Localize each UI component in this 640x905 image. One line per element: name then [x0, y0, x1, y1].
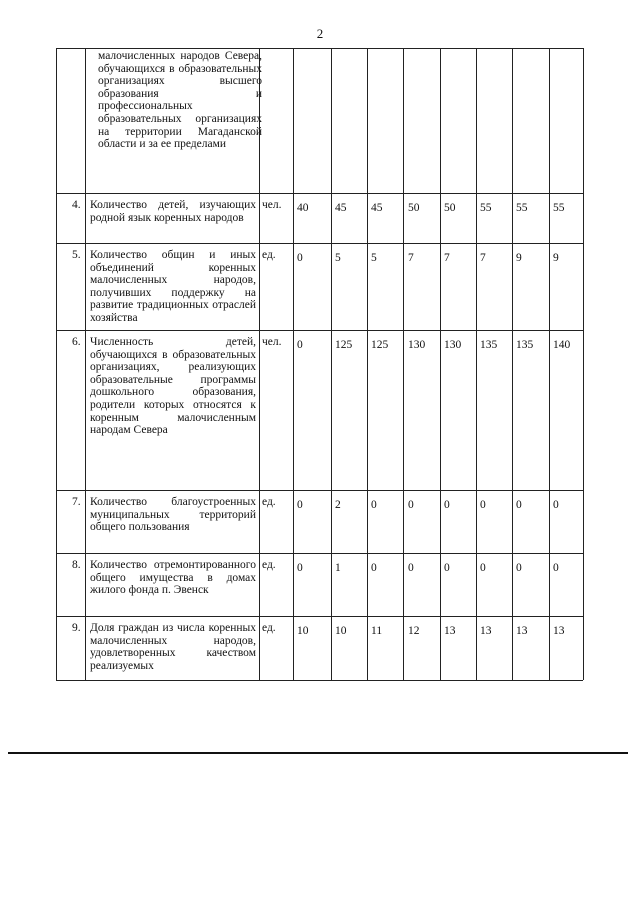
value-cell: 0	[553, 499, 559, 511]
row-border	[56, 680, 583, 681]
footer-rule	[8, 752, 628, 754]
value-cell: 13	[553, 625, 565, 637]
value-cell: 0	[444, 562, 450, 574]
row-border	[56, 553, 583, 554]
value-cell: 0	[408, 499, 414, 511]
row-number: 4.	[72, 199, 81, 211]
value-cell: 135	[480, 339, 498, 351]
value-cell: 13	[516, 625, 528, 637]
value-cell: 55	[516, 202, 528, 214]
column-border	[367, 48, 368, 680]
row-number: 8.	[72, 559, 81, 571]
value-cell: 0	[516, 499, 522, 511]
column-border	[512, 48, 513, 680]
row-number: 7.	[72, 496, 81, 508]
value-cell: 13	[480, 625, 492, 637]
value-cell: 55	[553, 202, 565, 214]
value-cell: 0	[371, 562, 377, 574]
value-cell: 5	[335, 252, 341, 264]
value-cell: 10	[297, 625, 309, 637]
row-border	[56, 193, 583, 194]
value-cell: 130	[444, 339, 462, 351]
value-cell: 0	[297, 562, 303, 574]
value-cell: 0	[553, 562, 559, 574]
unit-cell: ед.	[262, 559, 276, 571]
column-border	[549, 48, 550, 680]
row-number: 6.	[72, 336, 81, 348]
continuation-indicator-name: малочисленных народов Севера, обучающихся в образовательных организациях высшего образования и профессиональных образовательных организациях на территории Магаданской области и за ее пределами	[98, 50, 262, 151]
value-cell: 1	[335, 562, 341, 574]
value-cell: 140	[553, 339, 571, 351]
value-cell: 11	[371, 625, 383, 637]
value-cell: 135	[516, 339, 534, 351]
row-border	[56, 330, 583, 331]
value-cell: 50	[408, 202, 420, 214]
row-number: 5.	[72, 249, 81, 261]
unit-cell: ед.	[262, 249, 276, 261]
column-border	[403, 48, 404, 680]
value-cell: 2	[335, 499, 341, 511]
value-cell: 12	[408, 625, 420, 637]
row-number: 9.	[72, 622, 81, 634]
value-cell: 9	[553, 252, 559, 264]
unit-cell: ед.	[262, 622, 276, 634]
value-cell: 0	[480, 562, 486, 574]
value-cell: 0	[408, 562, 414, 574]
value-cell: 5	[371, 252, 377, 264]
indicator-name: Численность детей, обучающихся в образовательных организациях, реализующих образовательные программы дошкольного образования, родители которых относятся к коренным малочисленным народам Севера	[90, 336, 256, 437]
row-border	[56, 616, 583, 617]
column-border	[440, 48, 441, 680]
row-border	[56, 490, 583, 491]
indicator-name: Количество благоустроенных муниципальных территорий общего пользования	[90, 496, 256, 534]
unit-cell: чел.	[262, 336, 282, 348]
value-cell: 9	[516, 252, 522, 264]
unit-cell: чел.	[262, 199, 282, 211]
value-cell: 0	[480, 499, 486, 511]
value-cell: 50	[444, 202, 456, 214]
indicator-name: Количество общин и иных объединений коренных малочисленных народов, получивших поддержку на развитие традиционных отраслей хозяйства	[90, 249, 256, 324]
value-cell: 7	[480, 252, 486, 264]
value-cell: 45	[371, 202, 383, 214]
value-cell: 7	[444, 252, 450, 264]
value-cell: 0	[444, 499, 450, 511]
value-cell: 130	[408, 339, 426, 351]
value-cell: 125	[371, 339, 389, 351]
value-cell: 0	[297, 499, 303, 511]
indicator-name: Доля граждан из числа коренных малочисленных народов, удовлетворенных качеством реализуемых	[90, 622, 256, 672]
value-cell: 40	[297, 202, 309, 214]
value-cell: 0	[371, 499, 377, 511]
page-number: 2	[316, 26, 324, 41]
column-border	[85, 48, 86, 680]
value-cell: 125	[335, 339, 353, 351]
column-border	[583, 48, 584, 680]
value-cell: 0	[516, 562, 522, 574]
column-border	[293, 48, 294, 680]
indicator-name: Количество отремонтированного общего имущества в домах жилого фонда п. Эвенск	[90, 559, 256, 597]
column-border	[56, 48, 57, 680]
value-cell: 55	[480, 202, 492, 214]
value-cell: 10	[335, 625, 347, 637]
column-border	[331, 48, 332, 680]
value-cell: 45	[335, 202, 347, 214]
row-border	[56, 48, 583, 49]
value-cell: 0	[297, 339, 303, 351]
value-cell: 0	[297, 252, 303, 264]
value-cell: 7	[408, 252, 414, 264]
column-border	[476, 48, 477, 680]
unit-cell: ед.	[262, 496, 276, 508]
indicator-name: Количество детей, изучающих родной язык коренных народов	[90, 199, 256, 224]
row-border	[56, 243, 583, 244]
value-cell: 13	[444, 625, 456, 637]
